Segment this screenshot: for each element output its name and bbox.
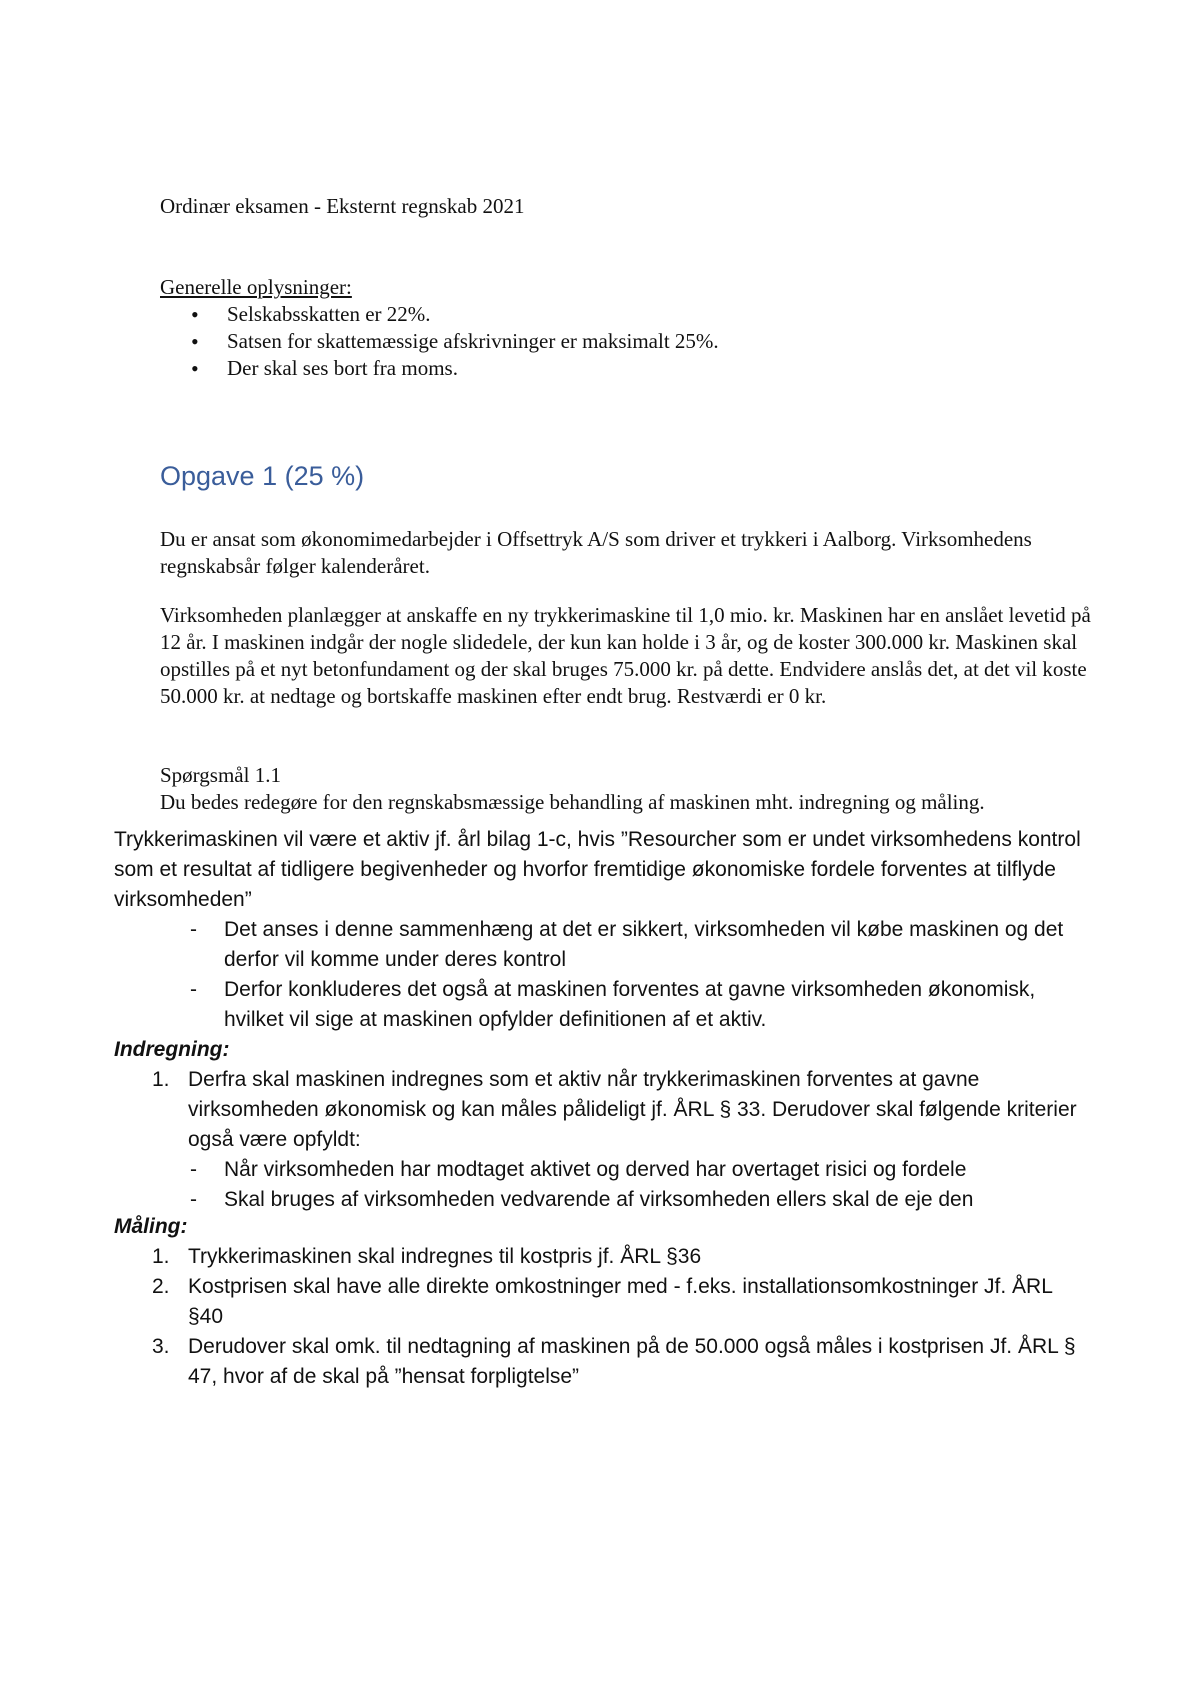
list-number: 3. <box>152 1335 170 1358</box>
intro-paragraph: Du er ansat som økonomimedarbejder i Offsettryk A/S som driver et trykkeri i Aalborg. Virksomhedens regnskabsår følger kalenderåret. <box>160 527 1032 578</box>
exam-title: Ordinær eksamen - Eksternt regnskab 2021 <box>160 194 525 218</box>
list-item-text: Derfra skal maskinen indregnes som et aktiv når trykkerimaskinen forventes at gavne virksomheden økonomisk og kan måles pålideligt jf. ÅRL § 33. Derudover skal følgende kriterier også være opfyldt: <box>188 1068 1077 1151</box>
measurement-list <box>152 1242 1092 1392</box>
recognition-sub-list <box>190 1155 1092 1215</box>
list-number: 2. <box>152 1275 170 1298</box>
list-item: • Satsen for skattemæssige afskrivninger er maksimalt 25%. <box>160 328 719 355</box>
recognition-heading: Indregning: <box>114 1038 230 1061</box>
question-text: Du bedes redegøre for den regnskabsmæssige behandling af maskinen mht. indregning og måling. <box>160 790 985 814</box>
question-label: Spørgsmål 1.1 <box>160 763 281 787</box>
answer-dash-list <box>190 915 1090 1035</box>
list-item: - Det anses i denne sammenhæng at det er sikkert, virksomheden vil købe maskinen og det derfor vil komme under deres kontrol <box>190 915 1090 975</box>
list-item: • Selskabsskatten er 22%. <box>160 301 719 328</box>
list-number: 1. <box>152 1068 170 1091</box>
list-item <box>152 1065 1092 1215</box>
scenario-paragraph: Virksomheden planlægger at anskaffe en ny trykkerimaskine til 1,0 mio. kr. Maskinen har en anslået levetid på 12 år. I maskinen indgår der nogle slidedele, der kun kan holde i 3 år, og de koster 300.000 kr. Maskinen skal opstilles på et nyt betonfundament og der skal bruges 75.000 kr. på dette. Endvidere anslås det, at det vil koste 50.000 kr. at nedtage og bortskaffe maskinen efter endt brug. Restværdi er 0 kr. <box>160 603 1091 708</box>
list-item: - Derfor konkluderes det også at maskinen forventes at gavne virksomheden økonomisk, hvilket vil sige at maskinen opfylder definitionen af et aktiv. <box>190 975 1090 1035</box>
list-item: • Der skal ses bort fra moms. <box>160 355 719 382</box>
list-item <box>152 1242 1092 1272</box>
task-heading: Opgave 1 (25 %) <box>160 461 365 491</box>
list-item-text: Kostprisen skal have alle direkte omkostninger med - f.eks. installationsomkostninger Jf. ÅRL §40 <box>188 1275 1053 1328</box>
measurement-heading: Måling: <box>114 1215 188 1238</box>
general-info-heading: Generelle oplysninger: <box>160 275 352 299</box>
list-item-text: Derudover skal omk. til nedtagning af maskinen på de 50.000 også måles i kostprisen Jf. ÅRL § 47, hvor af de skal på ”hensat forpligtelse” <box>188 1335 1076 1388</box>
list-item: - Når virksomheden har modtaget aktivet og derved har overtaget risici og fordele <box>190 1155 1092 1185</box>
list-item-text: Trykkerimaskinen skal indregnes til kostpris jf. ÅRL §36 <box>188 1245 702 1268</box>
answer-intro: Trykkerimaskinen vil være et aktiv jf. årl bilag 1-c, hvis ”Resourcher som er undet virksomhedens kontrol som et resultat af tidligere begivenheder og hvorfor fremtidige økonomiske fordele forventes at tilflyde virksomheden” <box>114 828 1081 911</box>
list-number: 1. <box>152 1245 170 1268</box>
list-item <box>152 1272 1092 1332</box>
general-info-list <box>160 301 719 382</box>
list-item: - Skal bruges af virksomheden vedvarende af virksomheden ellers skal de eje den <box>190 1185 1092 1215</box>
list-item <box>152 1332 1092 1392</box>
recognition-list <box>152 1065 1092 1215</box>
